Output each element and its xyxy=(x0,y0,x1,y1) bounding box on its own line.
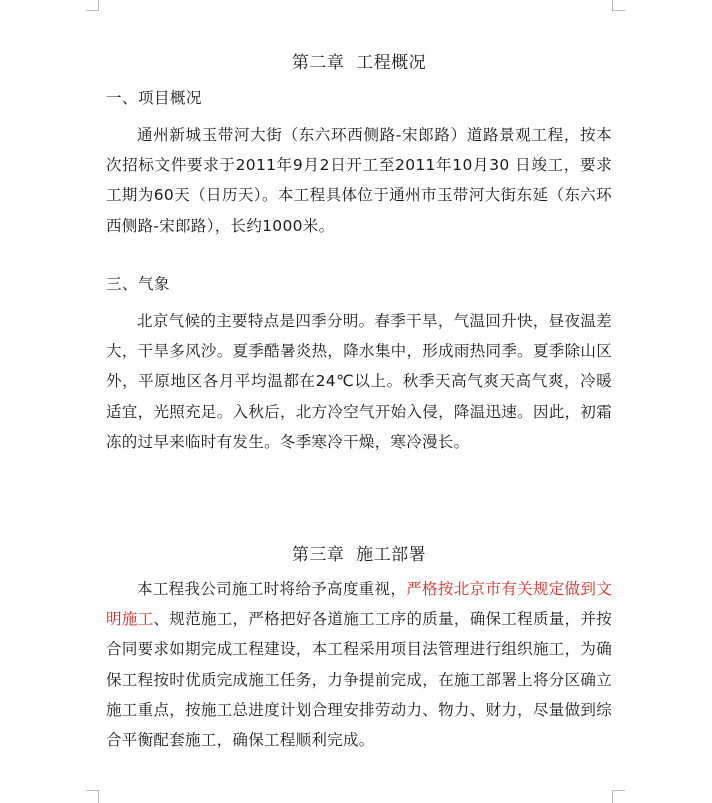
project-overview-paragraph: 通州新城玉带河大街（东六环西侧路-宋郎路）道路景观工程，按本次招标文件要求于2011年9月2日开工至2011年10月30 日竣工，要求工期为60天（日历天）。本工程具体位于通州市玉带河大街东延（东六环西侧路-宋郎路），长约1000米。 xyxy=(106,126,612,235)
paragraph-text-after: 、规范施工，严格把好各道施工工序的质量，确保工程质量，并按合同要求如期完成工程建设，本工程采用项目法管理进行组织施工，为确保工程按时优质完成施工任务，力争提前完成，在施工部署上将分区确立施工重点，按施工总进度计划合理安排劳动力、物力、财力，尽量做到综合平衡配套施工，确保工程顺利完成。 xyxy=(106,610,613,750)
page-corner-mark-bottom-right xyxy=(612,790,625,803)
construction-deployment-paragraph xyxy=(106,574,612,755)
section-project-overview-heading: 一、项目概况 xyxy=(106,89,203,107)
climate-paragraph: 北京气候的主要特点是四季分明。春季干旱，气温回升快，昼夜温差大，干旱多风沙。夏季酷暑炎热，降水集中，形成雨热同季。夏季除山区外，平原地区各月平均温都在24℃以上。秋季天高气爽天高气爽，冷暖适宜，光照充足。入秋后，北方冷空气开始入侵，降温迅速。因此，初霜冻的过早来临时有发生。冬季寒冷干燥，寒冷漫长。 xyxy=(106,312,612,451)
chapter-2-title: 第二章 工程概况 xyxy=(291,53,427,73)
chapter-3-title: 第三章 施工部署 xyxy=(291,545,427,565)
section-climate-heading: 三、气象 xyxy=(106,275,171,293)
page-corner-mark-top-left xyxy=(86,0,99,11)
page-corner-mark-bottom-left xyxy=(86,790,99,803)
paragraph-text-before: 本工程我公司施工时将给予高度重视， xyxy=(137,580,407,598)
page-corner-mark-top-right xyxy=(612,0,625,11)
highlighted-text: 严格按北京市有关规定做到文明施工 xyxy=(106,580,612,629)
